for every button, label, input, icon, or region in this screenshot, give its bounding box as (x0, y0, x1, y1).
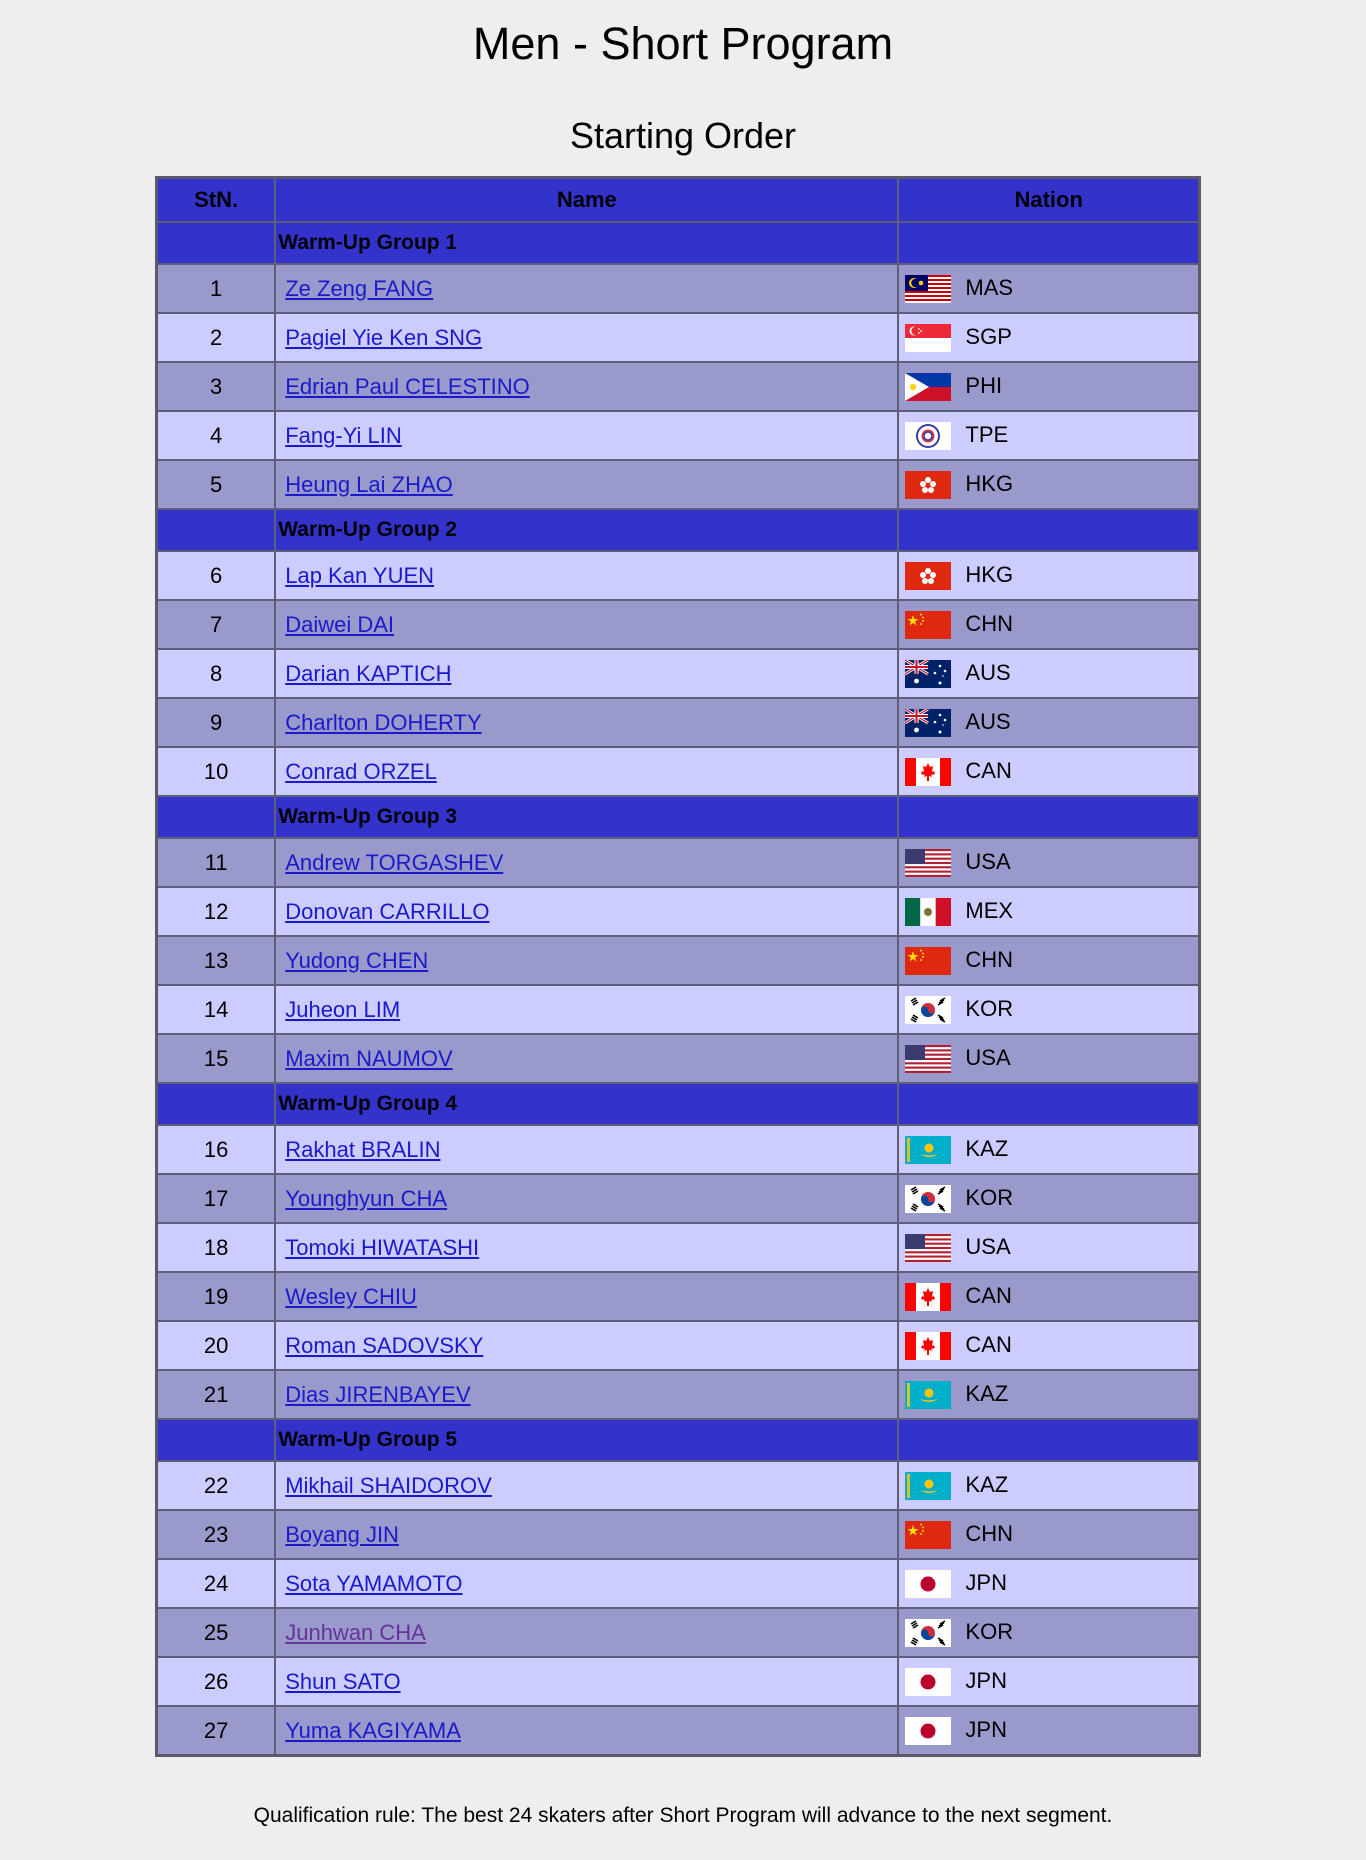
skater-name-cell (275, 1034, 898, 1083)
table-row (157, 1370, 1200, 1419)
nation-code: AUS (965, 660, 1011, 686)
nation-code: MEX (965, 898, 1014, 924)
starting-number: 13 (157, 936, 276, 985)
flag-mex-icon (905, 898, 951, 926)
nation-code: KOR (965, 1185, 1014, 1211)
skater-name-cell (275, 1370, 898, 1419)
table-row (157, 1174, 1200, 1223)
group-stn-cell (157, 509, 276, 551)
flag-kaz-icon (905, 1472, 951, 1500)
group-stn-cell (157, 1083, 276, 1125)
starting-number: 14 (157, 985, 276, 1034)
nation-code: JPN (965, 1668, 1007, 1694)
skater-name-link[interactable]: Rakhat BRALIN (285, 1136, 441, 1162)
skater-name-link[interactable]: Andrew TORGASHEV (285, 849, 504, 875)
nation-code: HKG (965, 562, 1014, 588)
nation-code: SGP (965, 324, 1012, 350)
flag-aus-icon (905, 660, 951, 688)
starting-number: 16 (157, 1125, 276, 1174)
table-row (157, 985, 1200, 1034)
header-nation: Nation (898, 178, 1199, 223)
table-row (157, 649, 1200, 698)
starting-number: 9 (157, 698, 276, 747)
starting-number: 19 (157, 1272, 276, 1321)
nation-cell (898, 887, 1199, 936)
skater-name-cell (275, 887, 898, 936)
skater-name-link[interactable]: Darian KAPTICH (285, 660, 452, 686)
flag-sgp-icon (905, 324, 951, 352)
warm-up-group-row (157, 222, 1200, 264)
group-nation-cell (898, 796, 1199, 838)
flag-hkg-icon (905, 562, 951, 590)
nation-code: KOR (965, 996, 1014, 1022)
starting-number: 12 (157, 887, 276, 936)
warm-up-group-row (157, 1419, 1200, 1461)
warm-up-group-label: Warm-Up Group 5 (275, 1419, 898, 1461)
table-row (157, 1559, 1200, 1608)
flag-chn-icon (905, 947, 951, 975)
nation-code: CHN (965, 611, 1014, 637)
nation-cell (898, 1370, 1199, 1419)
nation-cell (898, 747, 1199, 796)
flag-usa-icon (905, 1234, 951, 1262)
skater-name-cell (275, 936, 898, 985)
nation-code: JPN (965, 1570, 1007, 1596)
nation-cell (898, 1510, 1199, 1559)
skater-name-link[interactable]: Pagiel Yie Ken SNG (285, 324, 483, 350)
nation-cell (898, 600, 1199, 649)
skater-name-link[interactable]: Dias JIRENBAYEV (285, 1381, 471, 1407)
page-title: Men - Short Program (472, 18, 894, 69)
table-row (157, 1657, 1200, 1706)
skater-name-link[interactable]: Conrad ORZEL (285, 758, 437, 784)
flag-kaz-icon (905, 1381, 951, 1409)
nation-code: PHI (965, 373, 1003, 399)
header-stn: StN. (157, 178, 276, 223)
nation-cell (898, 838, 1199, 887)
nation-code: CHN (965, 1521, 1014, 1547)
skater-name-link[interactable]: Younghyun CHA (285, 1185, 448, 1211)
group-nation-cell (898, 222, 1199, 264)
starting-number: 21 (157, 1370, 276, 1419)
flag-usa-icon (905, 849, 951, 877)
nation-code: TPE (965, 422, 1009, 448)
nation-cell (898, 1321, 1199, 1370)
nation-cell (898, 1174, 1199, 1223)
nation-code: KOR (965, 1619, 1014, 1645)
starting-number: 22 (157, 1461, 276, 1510)
nation-code: KAZ (965, 1136, 1009, 1162)
skater-name-cell (275, 649, 898, 698)
flag-mas-icon (905, 275, 951, 303)
nation-cell (898, 985, 1199, 1034)
starting-number: 27 (157, 1706, 276, 1756)
flag-hkg-icon (905, 471, 951, 499)
skater-name-link[interactable]: Edrian Paul CELESTINO (285, 373, 530, 399)
nation-cell (898, 460, 1199, 509)
table-row (157, 1706, 1200, 1756)
skater-name-link[interactable]: Boyang JIN (285, 1521, 399, 1547)
nation-code: CHN (965, 947, 1014, 973)
flag-chn-icon (905, 1521, 951, 1549)
starting-number: 24 (157, 1559, 276, 1608)
nation-cell (898, 936, 1199, 985)
table-row (157, 1223, 1200, 1272)
group-nation-cell (898, 1083, 1199, 1125)
flag-jpn-icon (905, 1570, 951, 1598)
nation-code: USA (965, 849, 1011, 875)
flag-kaz-icon (905, 1136, 951, 1164)
nation-cell (898, 1706, 1199, 1756)
nation-code: HKG (965, 471, 1014, 497)
starting-number: 23 (157, 1510, 276, 1559)
table-row (157, 1125, 1200, 1174)
warm-up-group-label: Warm-Up Group 1 (275, 222, 898, 264)
nation-code: MAS (965, 275, 1014, 301)
nation-code: JPN (965, 1717, 1007, 1743)
nation-cell (898, 1223, 1199, 1272)
flag-tpe-icon (905, 422, 951, 450)
starting-number: 17 (157, 1174, 276, 1223)
starting-number: 15 (157, 1034, 276, 1083)
starting-number: 3 (157, 362, 276, 411)
table-row (157, 600, 1200, 649)
nation-code: USA (965, 1234, 1011, 1260)
nation-cell (898, 362, 1199, 411)
table-row (157, 936, 1200, 985)
starting-number: 6 (157, 551, 276, 600)
skater-name-cell (275, 460, 898, 509)
skater-name-link[interactable]: Charlton DOHERTY (285, 709, 482, 735)
table-row (157, 1321, 1200, 1370)
nation-cell (898, 1125, 1199, 1174)
skater-name-cell (275, 313, 898, 362)
starting-number: 7 (157, 600, 276, 649)
flag-chn-icon (905, 611, 951, 639)
table-row (157, 551, 1200, 600)
skater-name-cell (275, 264, 898, 313)
nation-cell (898, 411, 1199, 460)
nation-code: KAZ (965, 1381, 1009, 1407)
nation-code: CAN (965, 1283, 1012, 1309)
skater-name-link[interactable]: Ze Zeng FANG (285, 275, 434, 301)
starting-number: 10 (157, 747, 276, 796)
warm-up-group-row (157, 1083, 1200, 1125)
group-stn-cell (157, 1419, 276, 1461)
starting-number: 25 (157, 1608, 276, 1657)
skater-name-cell (275, 362, 898, 411)
group-stn-cell (157, 796, 276, 838)
skater-name-cell (275, 1272, 898, 1321)
table-row (157, 1034, 1200, 1083)
skater-name-cell (275, 551, 898, 600)
page-subtitle: Starting Order (569, 115, 797, 156)
skater-name-link[interactable]: Junhwan CHA (285, 1619, 426, 1645)
table-row (157, 838, 1200, 887)
flag-aus-icon (905, 709, 951, 737)
nation-cell (898, 1034, 1199, 1083)
skater-name-cell (275, 1657, 898, 1706)
warm-up-group-label: Warm-Up Group 3 (275, 796, 898, 838)
table-row (157, 1608, 1200, 1657)
skater-name-cell (275, 1321, 898, 1370)
starting-number: 5 (157, 460, 276, 509)
nation-cell (898, 1461, 1199, 1510)
skater-name-link[interactable]: Fang-Yi LIN (285, 422, 402, 448)
flag-jpn-icon (905, 1717, 951, 1745)
nation-cell (898, 1559, 1199, 1608)
group-stn-cell (157, 222, 276, 264)
starting-number: 11 (157, 838, 276, 887)
table-row (157, 264, 1200, 313)
skater-name-link[interactable]: Tomoki HIWATASHI (285, 1234, 480, 1260)
skater-name-cell (275, 747, 898, 796)
starting-order-table (155, 176, 1201, 1757)
nation-cell (898, 698, 1199, 747)
flag-can-icon (905, 1283, 951, 1311)
skater-name-cell (275, 1706, 898, 1756)
starting-number: 4 (157, 411, 276, 460)
warm-up-group-label: Warm-Up Group 2 (275, 509, 898, 551)
table-row (157, 411, 1200, 460)
qualification-rule: Qualification rule: The best 24 skaters after Short Program will advance to the next segment. (253, 1804, 1113, 1827)
header-name: Name (275, 178, 898, 223)
nation-cell (898, 1272, 1199, 1321)
nation-cell (898, 551, 1199, 600)
starting-number: 26 (157, 1657, 276, 1706)
table-row (157, 362, 1200, 411)
flag-kor-icon (905, 996, 951, 1024)
flag-kor-icon (905, 1185, 951, 1213)
nation-code: KAZ (965, 1472, 1009, 1498)
table-header-row (157, 178, 1200, 223)
skater-name-link[interactable]: Daiwei DAI (285, 611, 395, 637)
starting-number: 1 (157, 264, 276, 313)
skater-name-link[interactable]: Roman SADOVSKY (285, 1332, 484, 1358)
table-row (157, 1461, 1200, 1510)
skater-name-link[interactable]: Maxim NAUMOV (285, 1045, 453, 1071)
skater-name-link[interactable]: Juheon LIM (285, 996, 401, 1022)
warm-up-group-label: Warm-Up Group 4 (275, 1083, 898, 1125)
skater-name-cell (275, 985, 898, 1034)
flag-usa-icon (905, 1045, 951, 1073)
flag-can-icon (905, 1332, 951, 1360)
skater-name-cell (275, 1125, 898, 1174)
nation-cell (898, 1608, 1199, 1657)
skater-name-cell (275, 411, 898, 460)
skater-name-cell (275, 1559, 898, 1608)
nation-code: USA (965, 1045, 1011, 1071)
skater-name-cell (275, 1223, 898, 1272)
table-row (157, 1272, 1200, 1321)
skater-name-link[interactable]: Lap Kan YUEN (285, 562, 435, 588)
table-row (157, 887, 1200, 936)
group-nation-cell (898, 1419, 1199, 1461)
flag-jpn-icon (905, 1668, 951, 1696)
skater-name-link[interactable]: Wesley CHIU (285, 1283, 417, 1309)
nation-code: CAN (965, 758, 1012, 784)
starting-number: 8 (157, 649, 276, 698)
skater-name-link[interactable]: Donovan CARRILLO (285, 898, 490, 924)
skater-name-cell (275, 600, 898, 649)
table-row (157, 1510, 1200, 1559)
table-row (157, 698, 1200, 747)
nation-cell (898, 649, 1199, 698)
nation-code: CAN (965, 1332, 1012, 1358)
skater-name-cell (275, 1174, 898, 1223)
nation-code: AUS (965, 709, 1011, 735)
table-row (157, 460, 1200, 509)
skater-name-cell (275, 1608, 898, 1657)
table-row (157, 313, 1200, 362)
skater-name-link[interactable]: Heung Lai ZHAO (285, 471, 453, 497)
skater-name-cell (275, 1461, 898, 1510)
skater-name-cell (275, 698, 898, 747)
table-row (157, 747, 1200, 796)
skater-name-link[interactable]: Sota YAMAMOTO (285, 1570, 463, 1596)
starting-number: 18 (157, 1223, 276, 1272)
skater-name-link[interactable]: Shun SATO (285, 1668, 401, 1694)
skater-name-link[interactable]: Yuma KAGIYAMA (285, 1717, 461, 1743)
skater-name-cell (275, 838, 898, 887)
nation-cell (898, 264, 1199, 313)
skater-name-link[interactable]: Mikhail SHAIDOROV (285, 1472, 492, 1498)
nation-cell (898, 313, 1199, 362)
starting-number: 20 (157, 1321, 276, 1370)
flag-kor-icon (905, 1619, 951, 1647)
flag-phi-icon (905, 373, 951, 401)
flag-can-icon (905, 758, 951, 786)
skater-name-link[interactable]: Yudong CHEN (285, 947, 429, 973)
table-body (157, 222, 1200, 1756)
nation-cell (898, 1657, 1199, 1706)
skater-name-cell (275, 1510, 898, 1559)
starting-number: 2 (157, 313, 276, 362)
group-nation-cell (898, 509, 1199, 551)
warm-up-group-row (157, 796, 1200, 838)
warm-up-group-row (157, 509, 1200, 551)
